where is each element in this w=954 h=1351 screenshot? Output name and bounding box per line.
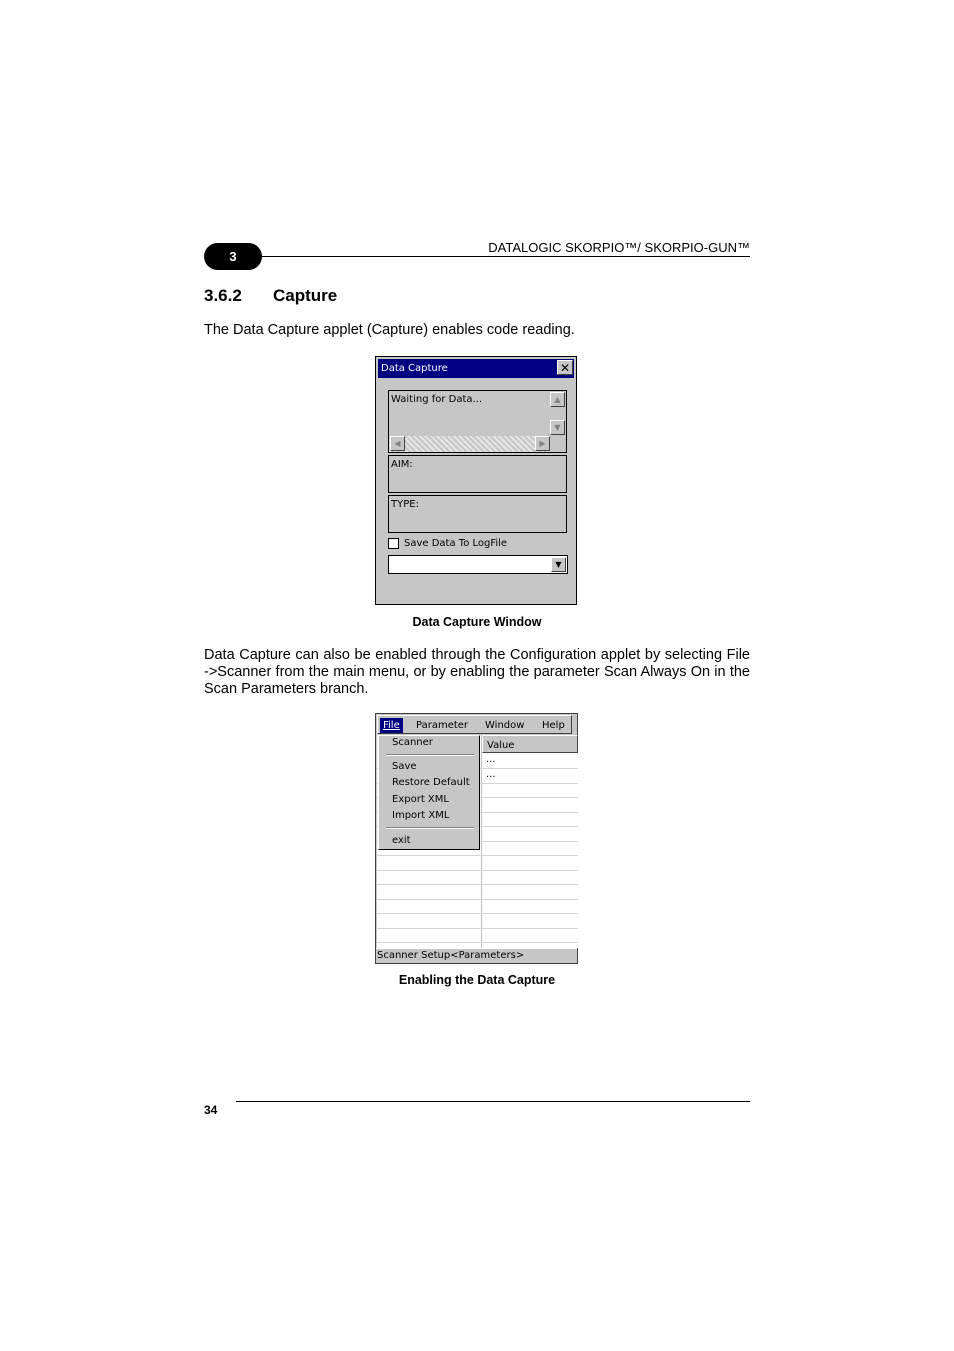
footer-rule [236,1101,750,1102]
menu-bar [377,715,572,734]
menu-help-label: Help [542,720,565,731]
menu-item-import-xml[interactable]: Import XML [392,810,450,821]
scroll-up-button[interactable] [550,392,565,407]
menu-item-restore-default[interactable]: Restore Default [392,777,470,788]
section-number: 3.6.2 [204,286,242,305]
menu-item-save[interactable]: Save [392,761,417,772]
value-column-header[interactable] [482,735,578,753]
menu-file-label: File [383,720,400,731]
grid-row-line [377,913,578,914]
combo-dropdown-button[interactable] [551,557,566,572]
data-capture-window [375,356,577,605]
save-logfile-checkbox[interactable] [388,538,399,549]
grid-row-line [377,899,578,900]
aim-label: AIM: [391,459,413,470]
window-title: Data Capture [381,363,448,374]
status-text: Scanner Setup<Parameters> [377,950,525,961]
menu-help[interactable] [539,718,568,733]
scroll-right-button[interactable] [535,436,550,451]
chevron-down-icon: ▼ [555,560,562,569]
value-header-label: Value [487,740,515,751]
data-display-box[interactable] [388,390,567,453]
scroll-left-icon: ◀ [394,439,401,448]
horizontal-scrollbar[interactable] [389,436,550,452]
grid-row-line [377,855,578,856]
type-box [388,495,567,533]
menu-item-scanner[interactable]: Scanner [392,737,433,748]
scroll-left-button[interactable] [390,436,405,451]
intro-paragraph: The Data Capture applet (Capture) enables code reading. [204,322,575,338]
menu-item-export-xml[interactable]: Export XML [392,794,449,805]
close-icon: ✕ [559,360,571,375]
doc-title: DATALOGIC SKORPIO™/ SKORPIO-GUN™ [488,240,750,255]
body-paragraph: Data Capture can also be enabled through the Configuration applet by selecting File ->Scanner from the main menu, or by enabling the parameter Scan Always On in the Scan Parameters branch. [204,647,750,697]
scroll-up-icon: ▲ [554,395,561,404]
save-logfile-label: Save Data To LogFile [404,538,508,549]
page-number: 34 [204,1103,218,1117]
section-title [204,286,337,306]
chapter-number: 3 [229,249,237,264]
scroll-down-button[interactable] [550,420,565,435]
configuration-window [375,713,578,964]
aim-box [388,455,567,493]
header-rule [236,256,750,257]
data-status-text: Waiting for Data... [391,394,483,405]
grid-row-line [377,942,578,943]
menu-parameter-label: Parameter [416,720,469,731]
file-menu-dropdown [378,735,480,850]
logfile-combo[interactable] [388,555,568,574]
menu-window-label: Window [485,720,525,731]
grid-cell-value[interactable]: ... [486,769,496,780]
grid-cell-value[interactable]: ... [486,754,496,765]
type-label: TYPE: [391,499,419,510]
menu-window[interactable] [482,718,527,733]
status-bar [376,948,577,963]
window-titlebar [378,359,574,378]
figure-caption-2: Enabling the Data Capture [398,973,556,987]
menu-parameter[interactable] [413,718,471,733]
grid-row-line [377,870,578,871]
grid-row-line [377,928,578,929]
section-name: Capture [273,286,338,305]
menu-item-exit[interactable]: exit [392,835,411,846]
scroll-down-icon: ▼ [554,423,561,432]
vertical-scrollbar[interactable] [550,391,566,436]
scroll-right-icon: ▶ [539,439,546,448]
figure-caption-1: Data Capture Window [412,615,542,629]
close-button[interactable] [557,360,573,375]
menu-separator [386,827,474,829]
menu-separator [386,754,474,756]
grid-row-line [377,884,578,885]
menu-file[interactable] [380,718,403,733]
